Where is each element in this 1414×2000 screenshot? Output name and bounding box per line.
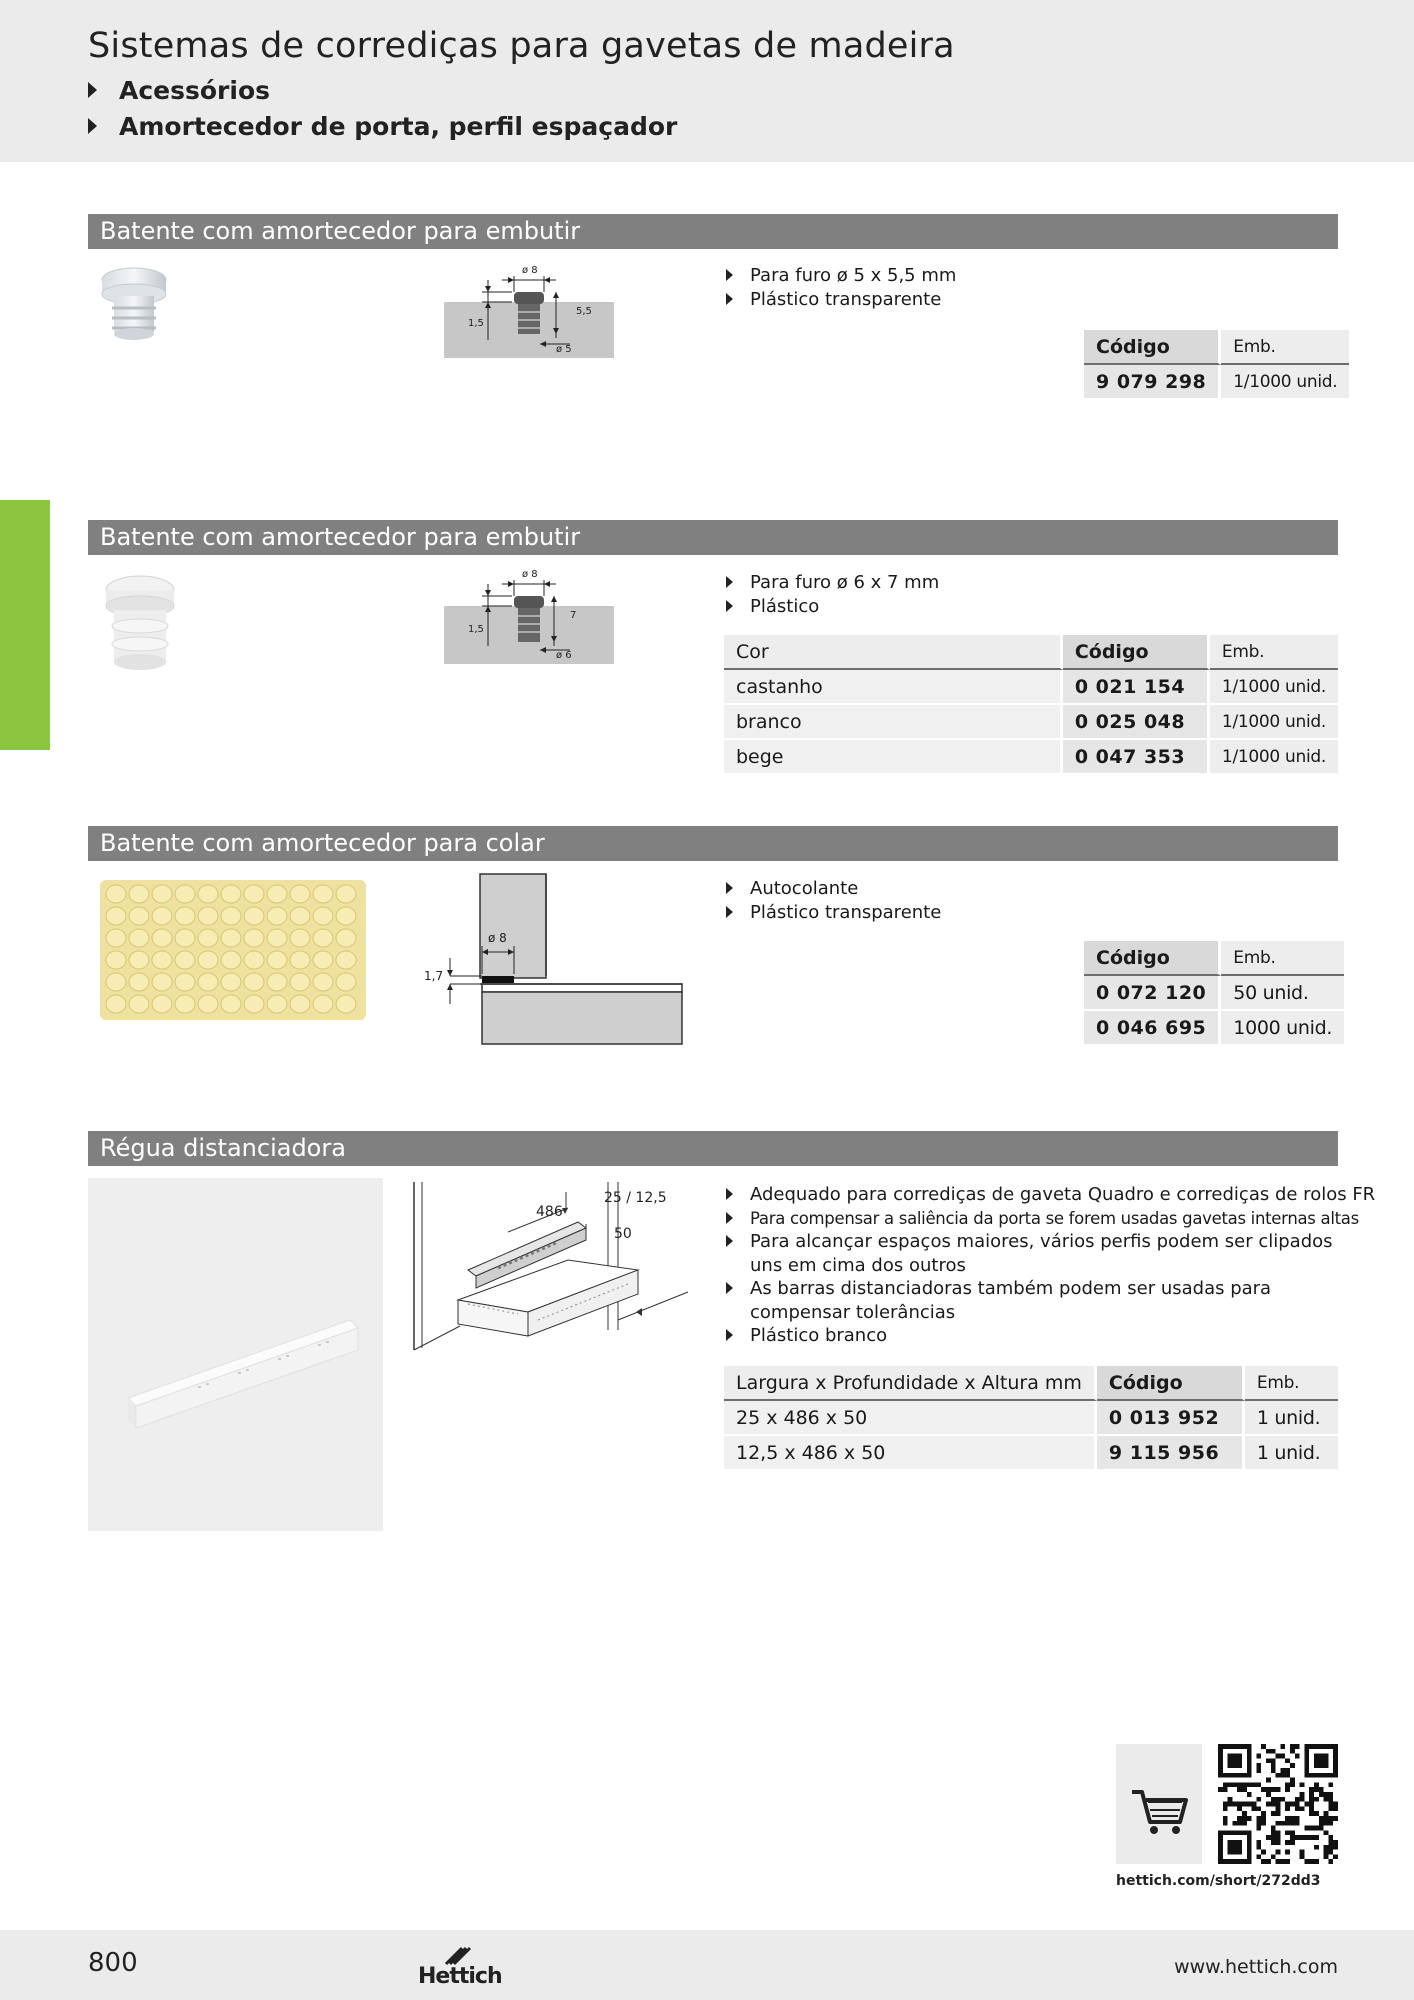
product-photo-adhesive-bumper-sheet [100,880,366,1020]
feature-item: As barras distanciadoras também podem ser usadas para compensar tolerâncias [724,1277,1334,1324]
adhesive-dot [175,907,195,925]
cell-dimensions: 12,5 x 486 x 50 [724,1436,1097,1471]
adhesive-dot [106,907,126,925]
feature-item: Adequado para corrediças de gaveta Quadro e corrediças de rolos FR [724,1183,1375,1207]
cell-pack: 1/1000 unid. [1210,705,1338,740]
cell-color: bege [724,740,1063,775]
adhesive-dot [221,885,241,903]
subtitle-door-damper [88,112,677,141]
adhesive-dot [313,929,333,947]
table-row [1084,365,1349,400]
adhesive-dot [106,929,126,947]
shop-link-box[interactable] [1116,1744,1202,1864]
adhesive-dot [198,973,218,991]
dim-label-bottom: ø 5 [556,344,572,355]
feature-item: Para furo ø 5 x 5,5 mm [724,264,956,288]
adhesive-dot [106,885,126,903]
section-title-bar: Batente com amortecedor para colar [88,826,1338,861]
feature-list [724,571,939,618]
adhesive-dot [198,907,218,925]
dim-label-height: 50 [614,1226,632,1242]
table-row [724,1401,1338,1436]
adhesive-dot [290,885,310,903]
logo-wordmark: Hettich [418,1964,502,1989]
adhesive-dot [290,995,310,1013]
table-row [724,740,1338,775]
cell-code: 0 021 154 [1063,670,1210,705]
adhesive-dot [336,929,356,947]
website-url[interactable]: www.hettich.com [1174,1956,1338,1978]
dim-label-width: 25 / 12,5 [604,1190,667,1206]
dim-label-left: 1,5 [468,624,484,635]
adhesive-dot [313,885,333,903]
adhesive-dot [313,951,333,969]
hettich-logo [418,1942,502,1989]
adhesive-dot [106,995,126,1013]
adhesive-dot [198,929,218,947]
cell-pack: 1/1000 unid. [1210,740,1338,775]
technical-drawing-spacer-bar-cabinet [408,1180,698,1360]
feature-list [724,264,956,311]
feature-item: Para compensar a saliência da porta se forem usadas gavetas internas altas [724,1207,1375,1231]
col-header-dimensions: Largura x Profundidade x Altura mm [724,1366,1097,1401]
cell-pack: 1000 unid. [1221,1011,1344,1046]
adhesive-dot [152,951,172,969]
qr-code[interactable] [1218,1744,1338,1864]
col-header-code: Código [1084,941,1221,976]
adhesive-dot [336,973,356,991]
cell-code: 0 013 952 [1097,1401,1245,1436]
dim-label-bottom: ø 6 [556,650,572,661]
feature-item: Plástico transparente [724,901,941,925]
adhesive-dot [221,973,241,991]
adhesive-dot [152,907,172,925]
adhesive-dot [267,907,287,925]
product-table [724,1366,1338,1471]
product-table [1084,941,1344,1046]
adhesive-dot [152,995,172,1013]
cell-color: castanho [724,670,1063,705]
cell-pack: 1/1000 unid. [1210,670,1338,705]
feature-item: Para alcançar espaços maiores, vários perfis podem ser clipados uns em cima dos outros [724,1230,1334,1277]
adhesive-dot [336,995,356,1013]
adhesive-dot [129,951,149,969]
adhesive-dot [198,885,218,903]
adhesive-dot [198,951,218,969]
cell-code: 0 072 120 [1084,976,1221,1011]
col-header-code: Código [1084,330,1221,365]
technical-drawing-adhesive-bumper [420,872,686,1048]
adhesive-dot [290,907,310,925]
table-row [724,670,1338,705]
dim-label-right: 7 [570,610,577,621]
technical-drawing-bumper-5mm [440,258,620,362]
adhesive-dot [244,951,264,969]
adhesive-dot [106,951,126,969]
feature-list [724,877,941,924]
adhesive-dot [129,995,149,1013]
adhesive-dot [175,929,195,947]
adhesive-dot [175,885,195,903]
feature-item: Plástico transparente [724,288,956,312]
adhesive-dot [106,973,126,991]
chapter-tab-marker [0,500,50,750]
cell-pack: 50 unid. [1221,976,1344,1011]
shopping-cart-icon [1116,1744,1202,1864]
adhesive-dot [152,929,172,947]
product-photo-bumper-white [96,568,186,678]
feature-list [724,1183,1375,1348]
dim-label-top: ø 8 [522,265,538,276]
adhesive-dot [221,951,241,969]
col-header-code: Código [1063,635,1210,670]
dim-label-diameter: ø 8 [488,931,507,945]
cell-pack: 1 unid. [1245,1436,1338,1471]
dim-label-left: 1,5 [468,318,484,329]
adhesive-dot [244,885,264,903]
subtitle-text: Amortecedor de porta, perfil espaçador [119,112,678,141]
adhesive-dot [313,907,333,925]
adhesive-dot [129,929,149,947]
adhesive-dot [221,907,241,925]
adhesive-dot [267,885,287,903]
subtitle-text: Acessórios [119,76,271,105]
adhesive-dot [244,995,264,1013]
col-header-pack: Emb. [1221,941,1344,976]
adhesive-dot [244,973,264,991]
adhesive-dot [290,973,310,991]
adhesive-dot [175,973,195,991]
adhesive-dot [152,973,172,991]
table-row [724,705,1338,740]
adhesive-dot [336,951,356,969]
feature-item: Plástico [724,595,939,619]
dim-label-top: ø 8 [522,569,538,580]
product-photo-bumper-transparent [88,256,198,366]
page-footer [0,1930,1414,2000]
cell-code: 0 025 048 [1063,705,1210,740]
adhesive-dot [244,907,264,925]
col-header-pack: Emb. [1245,1366,1338,1401]
col-header-color: Cor [724,635,1063,670]
adhesive-dot [244,929,264,947]
section-title-bar: Batente com amortecedor para embutir [88,214,1338,249]
adhesive-dot [129,885,149,903]
product-photo-spacer-bar [88,1178,383,1531]
cell-code: 9 115 956 [1097,1436,1245,1471]
col-header-pack: Emb. [1221,330,1349,365]
adhesive-dot [336,907,356,925]
col-header-pack: Emb. [1210,635,1338,670]
table-row [1084,1011,1344,1046]
page-header [0,0,1414,162]
adhesive-dot [129,973,149,991]
dim-label-length: 486 [536,1204,563,1220]
product-table [724,635,1338,775]
section-title-bar: Batente com amortecedor para embutir [88,520,1338,555]
adhesive-dot [152,885,172,903]
adhesive-dot [267,929,287,947]
technical-drawing-bumper-6mm [440,566,620,670]
table-row [724,1436,1338,1471]
adhesive-dot [221,995,241,1013]
adhesive-dot [175,951,195,969]
adhesive-dot [313,973,333,991]
dim-label-height: 1,7 [424,969,444,983]
feature-item: Para furo ø 6 x 7 mm [724,571,939,595]
page-number: 800 [88,1948,138,1978]
cell-code: 0 046 695 [1084,1011,1221,1046]
table-row [1084,976,1344,1011]
dim-label-right: 5,5 [576,306,592,317]
adhesive-dot [267,995,287,1013]
adhesive-dot [313,995,333,1013]
adhesive-dot [129,907,149,925]
cell-code: 0 047 353 [1063,740,1210,775]
bullet-arrow-icon [88,118,97,134]
subtitle-accessories [88,76,270,105]
section-title-bar: Régua distanciadora [88,1131,1338,1166]
cell-pack: 1/1000 unid. [1221,365,1349,400]
cell-pack: 1 unid. [1245,1401,1338,1436]
feature-item: Plástico branco [724,1324,1375,1348]
adhesive-dot [198,995,218,1013]
bullet-arrow-icon [88,82,97,98]
page-title: Sistemas de corrediças para gavetas de madeira [88,26,955,66]
cell-dimensions: 25 x 486 x 50 [724,1401,1097,1436]
adhesive-dot [221,929,241,947]
feature-item: Autocolante [724,877,941,901]
adhesive-dot [175,995,195,1013]
cell-color: branco [724,705,1063,740]
col-header-code: Código [1097,1366,1245,1401]
cell-code: 9 079 298 [1084,365,1221,400]
product-table [1084,330,1349,400]
adhesive-dot [267,973,287,991]
adhesive-dot [290,929,310,947]
adhesive-dot [267,951,287,969]
adhesive-dot [336,885,356,903]
adhesive-dot [290,951,310,969]
short-url-link[interactable]: hettich.com/short/272dd3 [1116,1873,1321,1889]
